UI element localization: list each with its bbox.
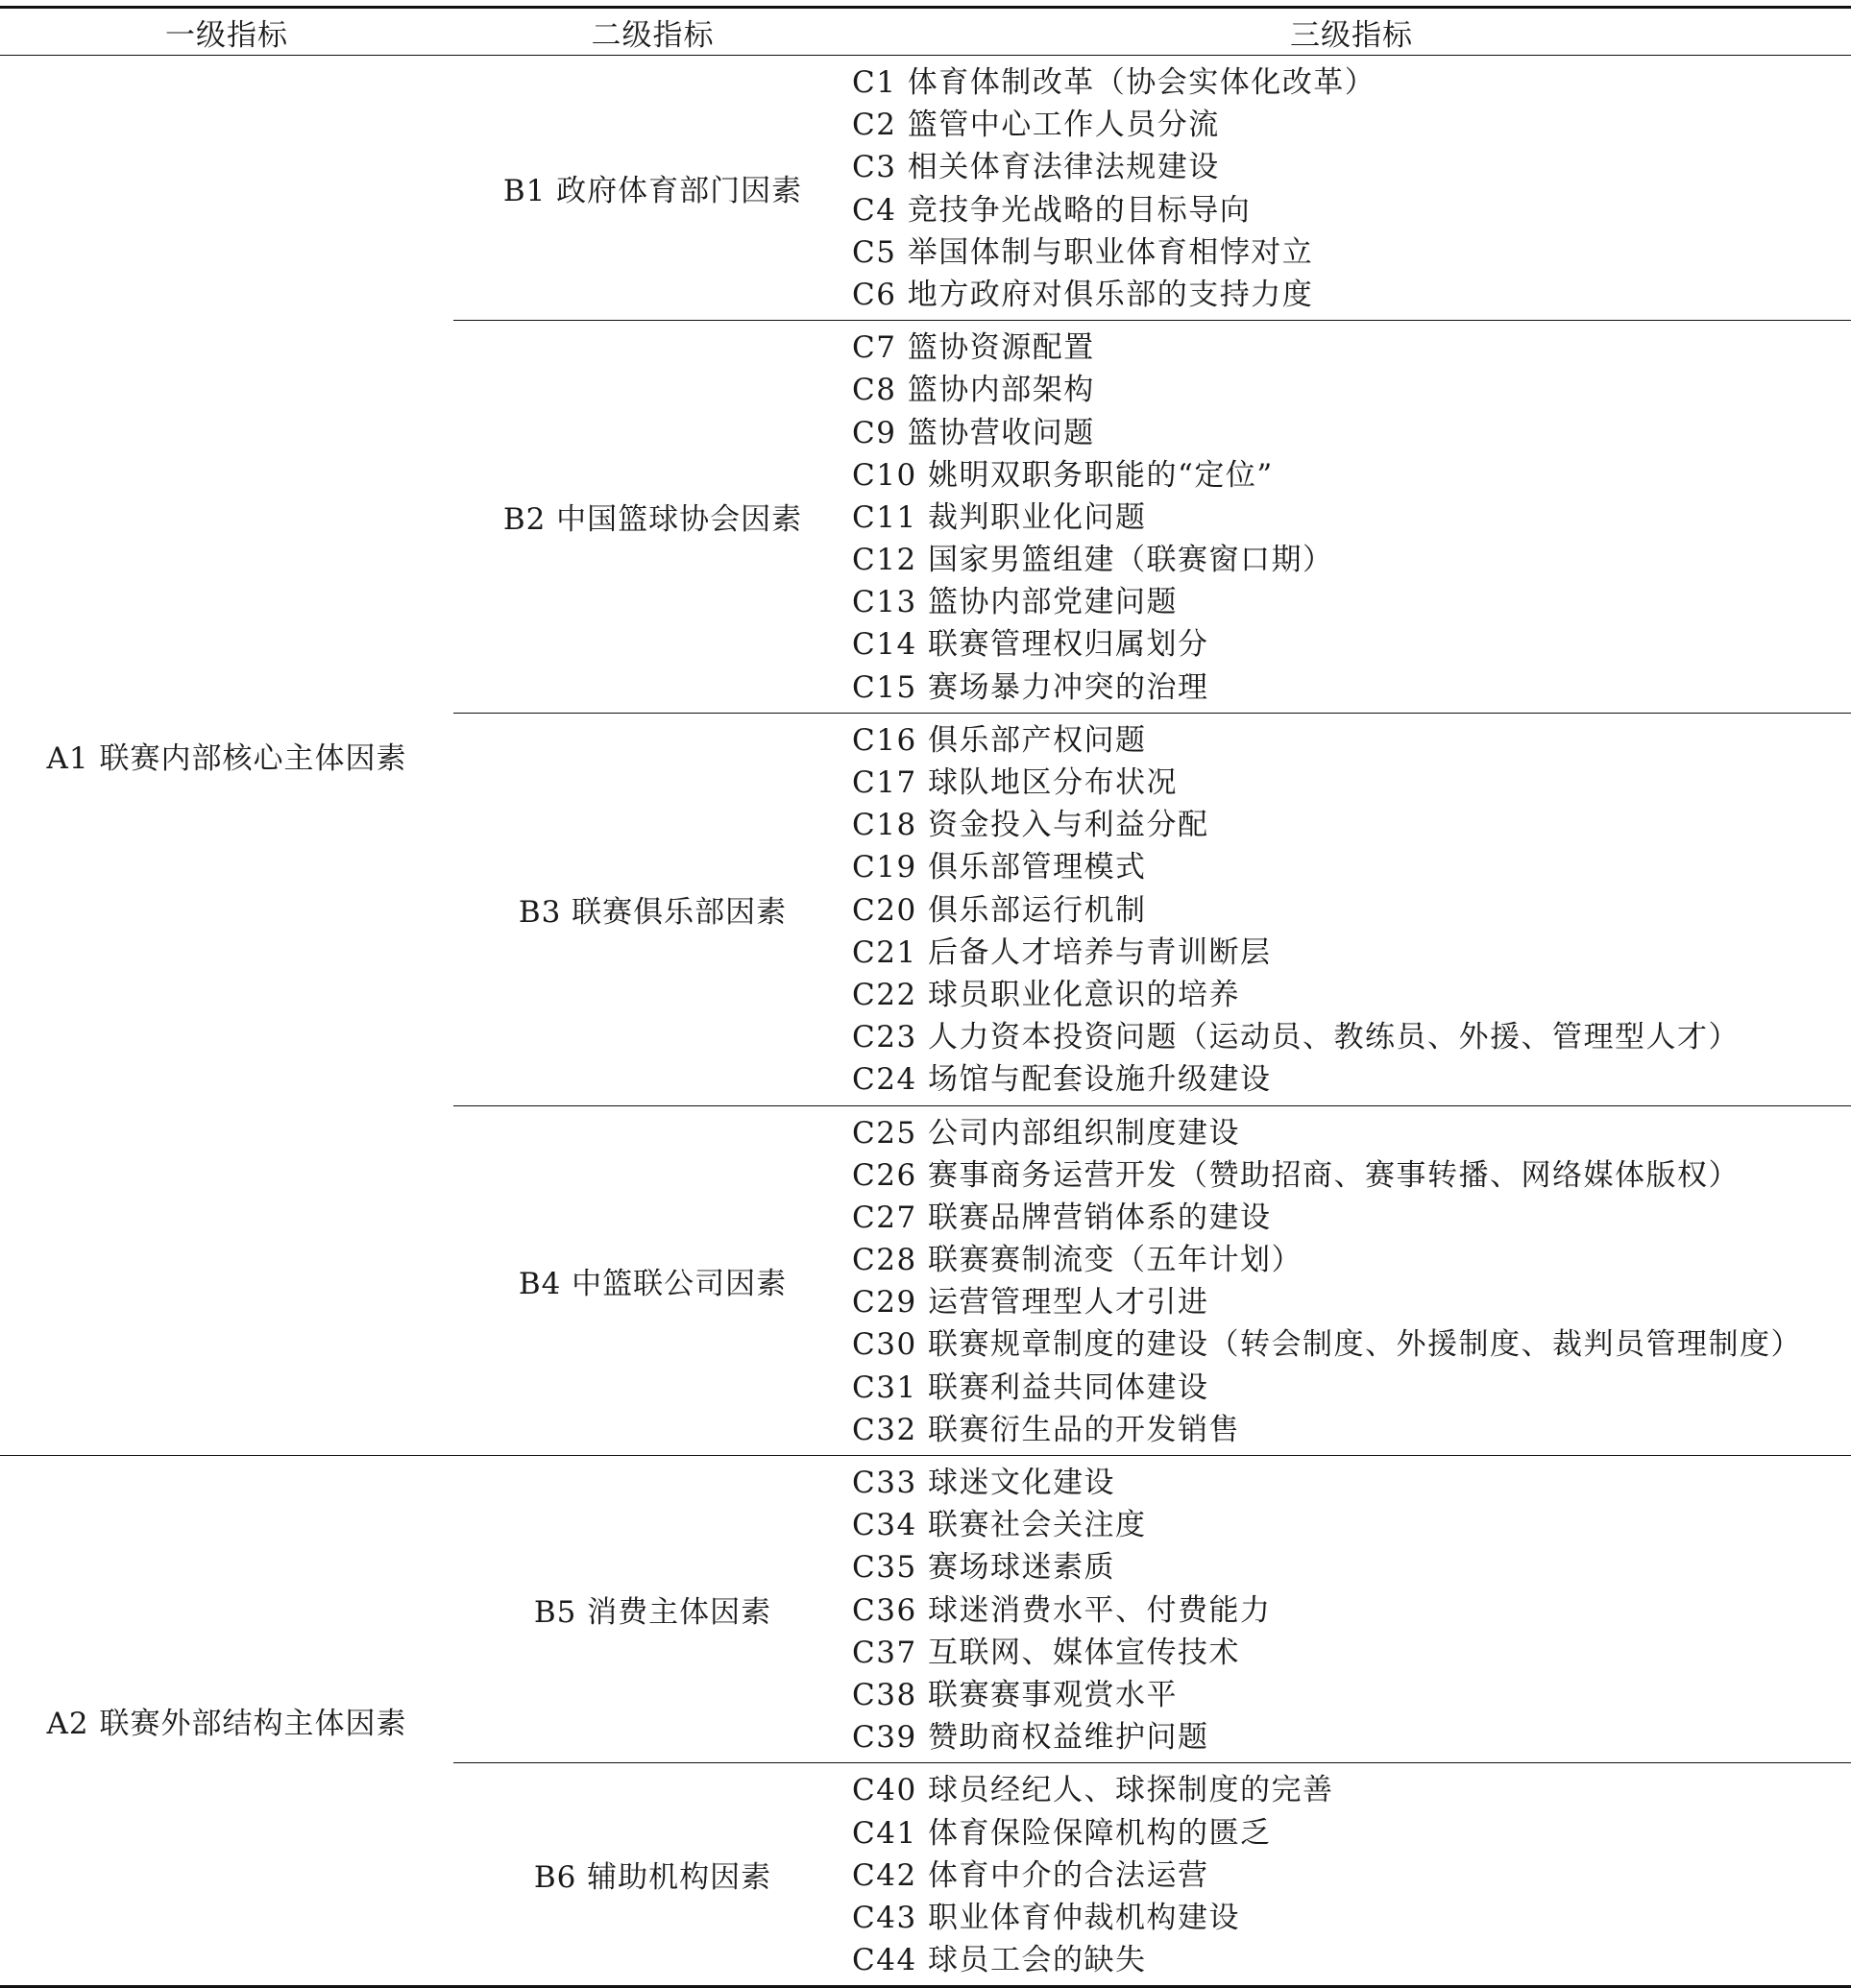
list-item: C10 姚明双职务职能的“定位” <box>852 457 1274 493</box>
table-body <box>0 56 1851 1987</box>
list-item: C39 赞助商权益维护问题 <box>852 1720 1209 1756</box>
level2-cell: B6 辅助机构因素 <box>453 1763 852 1987</box>
level3-cell <box>852 713 1851 1105</box>
list-item: C33 球迷文化建设 <box>852 1466 1116 1500</box>
list-item: C7 篮协资源配置 <box>852 330 1095 366</box>
list-item: C43 职业体育仲裁机构建设 <box>852 1900 1241 1935</box>
level1-cell: A2 联赛外部结构主体因素 <box>0 1456 453 1987</box>
list-item: C44 球员工会的缺失 <box>852 1943 1147 1978</box>
list-item: C17 球队地区分布状况 <box>852 765 1179 800</box>
level3-cell <box>852 56 1851 321</box>
table-row <box>0 56 1851 321</box>
level3-cell <box>852 1105 1851 1456</box>
level2-cell: B3 联赛俱乐部因素 <box>453 713 852 1105</box>
list-item: C4 竞技争光战略的目标导向 <box>852 192 1252 228</box>
list-item: C14 联赛管理权归属划分 <box>852 627 1209 663</box>
level3-cell <box>852 1456 1851 1763</box>
list-item: C5 举国体制与职业体育相悖对立 <box>852 234 1314 270</box>
level3-list <box>852 1763 1851 1985</box>
level3-list <box>852 56 1851 320</box>
level3-cell <box>852 1763 1851 1987</box>
list-item: C25 公司内部组织制度建设 <box>852 1115 1241 1151</box>
level1-cell: A1 联赛内部核心主体因素 <box>0 56 453 1456</box>
list-item: C19 俱乐部管理模式 <box>852 850 1147 885</box>
list-item: C42 体育中介的合法运营 <box>852 1857 1209 1893</box>
list-item: C11 裁判职业化问题 <box>852 499 1147 535</box>
level3-list <box>852 714 1851 1105</box>
list-item: C8 篮协内部架构 <box>852 373 1095 408</box>
list-item: C20 俱乐部运行机制 <box>852 892 1147 928</box>
list-item: C30 联赛规章制度的建设（转会制度、外援制度、裁判员管理制度） <box>852 1327 1803 1363</box>
level3-list <box>852 1106 1851 1456</box>
list-item: C26 赛事商务运营开发（赞助招商、赛事转播、网络媒体版权） <box>852 1157 1741 1193</box>
indicator-table <box>0 6 1851 1988</box>
header-level2: 二级指标 <box>453 8 852 56</box>
header-level1: 一级指标 <box>0 8 453 56</box>
header-level3: 三级指标 <box>852 8 1851 56</box>
list-item: C16 俱乐部产权问题 <box>852 722 1147 758</box>
level2-cell: B2 中国篮球协会因素 <box>453 321 852 714</box>
indicator-table-container <box>0 6 1851 1988</box>
level3-list <box>852 321 1851 713</box>
list-item: C32 联赛衍生品的开发销售 <box>852 1412 1241 1447</box>
list-item: C34 联赛社会关注度 <box>852 1508 1147 1543</box>
list-item: C40 球员经纪人、球探制度的完善 <box>852 1773 1334 1808</box>
list-item: C24 场馆与配套设施升级建设 <box>852 1062 1272 1098</box>
header-row <box>0 8 1851 56</box>
list-item: C9 篮协营收问题 <box>852 415 1095 450</box>
list-item: C1 体育体制改革（协会实体化改革） <box>852 65 1376 100</box>
level2-cell: B4 中篮联公司因素 <box>453 1105 852 1456</box>
list-item: C41 体育保险保障机构的匮乏 <box>852 1815 1272 1851</box>
list-item: C22 球员职业化意识的培养 <box>852 977 1241 1012</box>
list-item: C23 人力资本投资问题（运动员、教练员、外援、管理型人才） <box>852 1020 1741 1055</box>
list-item: C13 篮协内部党建问题 <box>852 585 1179 620</box>
table-row <box>0 1456 1851 1763</box>
list-item: C31 联赛利益共同体建设 <box>852 1370 1209 1405</box>
list-item: C21 后备人才培养与青训断层 <box>852 934 1272 970</box>
list-item: C36 球迷消费水平、付费能力 <box>852 1592 1272 1628</box>
list-item: C3 相关体育法律法规建设 <box>852 150 1220 185</box>
list-item: C28 联赛赛制流变（五年计划） <box>852 1243 1303 1278</box>
list-item: C15 赛场暴力冲突的治理 <box>852 669 1209 705</box>
list-item: C2 篮管中心工作人员分流 <box>852 108 1220 143</box>
list-item: C29 运营管理型人才引进 <box>852 1285 1209 1321</box>
table-header <box>0 8 1851 56</box>
list-item: C18 资金投入与利益分配 <box>852 808 1209 843</box>
list-item: C37 互联网、媒体宣传技术 <box>852 1635 1241 1670</box>
list-item: C38 联赛赛事观赏水平 <box>852 1677 1179 1712</box>
list-item: C6 地方政府对俱乐部的支持力度 <box>852 277 1314 312</box>
level2-cell: B1 政府体育部门因素 <box>453 56 852 321</box>
list-item: C35 赛场球迷素质 <box>852 1550 1116 1586</box>
list-item: C27 联赛品牌营销体系的建设 <box>852 1200 1272 1235</box>
level3-cell <box>852 321 1851 714</box>
level2-cell: B5 消费主体因素 <box>453 1456 852 1763</box>
list-item: C12 国家男篮组建（联赛窗口期） <box>852 543 1334 578</box>
level3-list <box>852 1456 1851 1762</box>
